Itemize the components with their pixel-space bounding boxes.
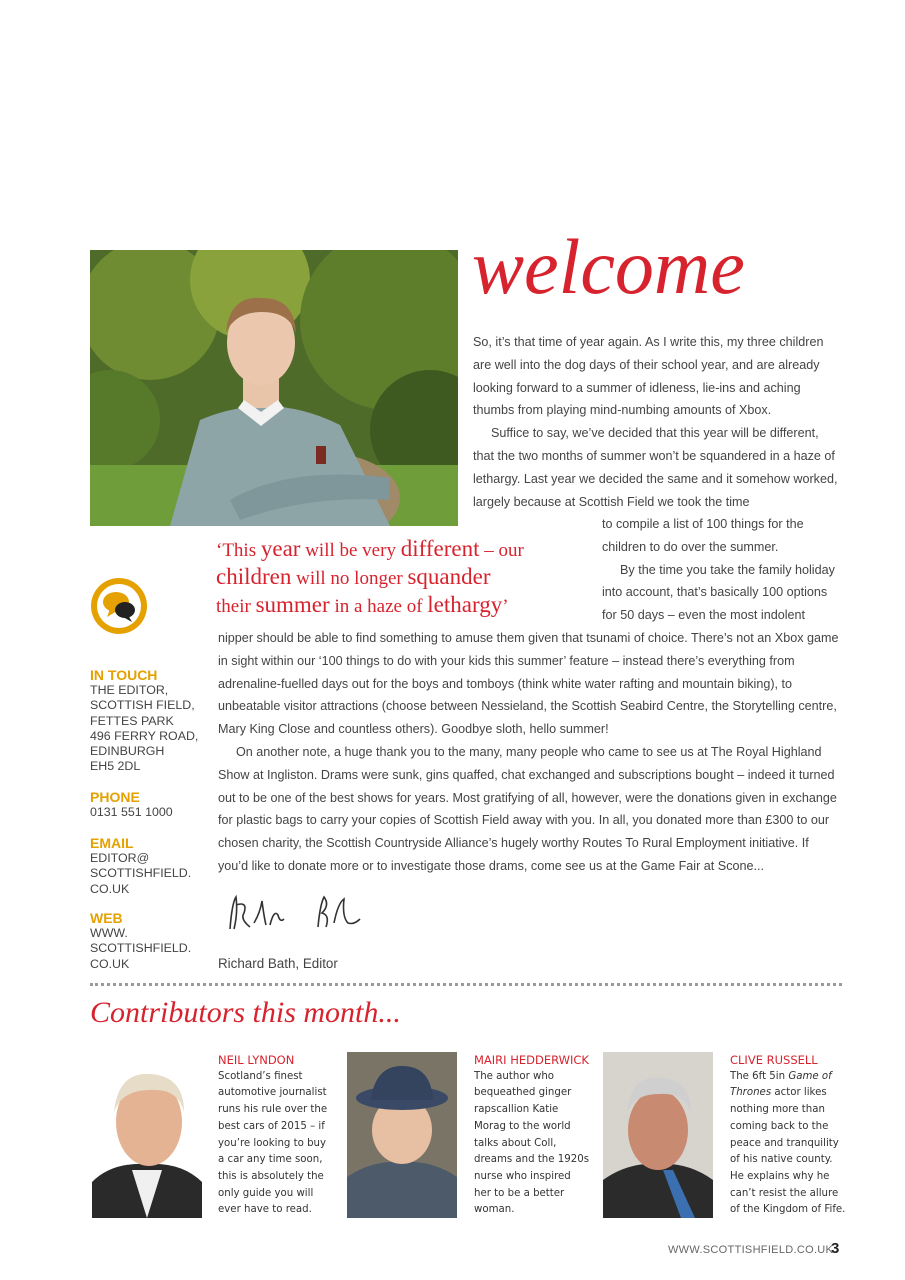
contact-web (90, 910, 215, 972)
footer-url: WWW.SCOTTISHFIELD.CO.UK (668, 1244, 834, 1256)
contributor-card (474, 1052, 590, 1219)
pull-quote-emphasis: children (216, 564, 292, 589)
contributor-card (218, 1052, 334, 1219)
editorial-paragraph: to compile a list of 100 things for the children to do over the summer. (602, 517, 804, 554)
contact-line: CO.UK (90, 956, 130, 971)
contributors-heading: Contributors this month... (90, 996, 401, 1029)
contact-heading: IN TOUCH (90, 667, 158, 683)
contributor-bio: The author who bequeathed ginger rapscallion Katie Morag to the world talks about Coll, dreams and the 1920s nurse who inspired her to be a better woman. (474, 1070, 590, 1216)
contact-in-touch (90, 667, 215, 775)
section-divider (90, 983, 842, 986)
editor-signature (226, 893, 376, 935)
editor-photo (90, 250, 458, 526)
pull-quote-emphasis: year (260, 536, 301, 561)
contact-phone (90, 789, 215, 820)
contributor-bio: Scotland’s finest automotive journalist runs his rule over the best cars of 2015 – if you’re looking to buy a car any time soon, this is absolutely the only guide you will ever have to read. (218, 1070, 328, 1216)
contact-line: SCOTTISHFIELD. (90, 866, 192, 881)
pull-quote-text: will be very (300, 540, 401, 561)
pull-quote-text: in a haze of (329, 596, 428, 617)
contributor-bio-text: The 6ft 5in (730, 1070, 789, 1082)
contact-line: EDINBURGH (90, 744, 165, 759)
contributor-name: MAIRI HEDDERWICK (474, 1053, 589, 1067)
editorial-paragraph: On another note, a huge thank you to the many, many people who came to see us at The Royal Highland Show at Ingliston. Drams were sunk, gins quaffed, chat exchanged and subscriptions bought – indeed it turned out to be one of the best shows for years. Most gratifying of all, however, were the donations given in exchange for plastic bags to carry your copies of Scottish Field away with you. In all, you donated more than £300 to our chosen charity, the Scottish Countryside Alliance’s hugely worthy Routes To Rural Employment initiative. If you’d like to donate more or to investigate those drams, come see us at the Game Fair at Scone... (218, 744, 837, 873)
contact-heading: PHONE (90, 789, 140, 805)
editorial-paragraph: Suffice to say, we’ve decided that this year will be different, that the two months of summer won’t be squandered in a haze of lethargy. Last year we decided the same and it somehow worked, largely because at Scottish Field we took the time (473, 426, 838, 509)
pull-quote-text: ‘This (216, 540, 261, 561)
editorial-paragraph: nipper should be able to find something to amuse them given that tsunami of choice. There’s not an Xbox game in sight within our ‘100 things to do with your kids this summer’ feature – instead there’s everything from adrenaline-fuelled days out for the boys and tomboys (think white water rafting and mountain biking), to unbeatable visitor attractions (choose between Nessieland, the Scottish Seabird Centre, the Storytelling centre, Mary King Close and countless others). Goodbye sloth, hello summer! (218, 631, 839, 737)
contributor-photo (603, 1052, 713, 1218)
pull-quote (216, 536, 596, 620)
page-title: welcome (472, 223, 745, 310)
contact-line: CO.UK (90, 881, 130, 896)
editorial-paragraph: So, it’s that time of year again. As I write this, my three children are well into the dog days of their school year, and are already looking forward to a summer of idleness, lie-ins and aching thumbs from playing mind-numbing amounts of Xbox. (473, 335, 824, 418)
pull-quote-text: will no longer (291, 568, 408, 589)
contributor-bio-title: Game of Thrones (730, 1070, 832, 1099)
page-number: 3 (831, 1240, 840, 1257)
contributor-name: NEIL LYNDON (218, 1053, 295, 1067)
contact-line: SCOTTISHFIELD. (90, 941, 192, 956)
contact-line: SCOTTISH FIELD, (90, 698, 195, 713)
pull-quote-text: – our (479, 540, 524, 561)
contributor-photo (92, 1052, 202, 1218)
contributor-card (730, 1052, 846, 1219)
contact-heading: WEB (90, 910, 123, 926)
editor-name: Richard Bath, Editor (218, 956, 338, 971)
contact-line: EDITOR@ (90, 851, 150, 865)
contributor-name: CLIVE RUSSELL (730, 1053, 818, 1067)
editorial-column-1 (473, 331, 838, 513)
contact-email (90, 835, 215, 897)
contributor-bio-text: actor likes nothing more than coming back to the peace and tranquility of his native county. He explains why he can’t resist the allure of the Kingdom of Fife. (730, 1087, 846, 1216)
contact-line: 496 FERRY ROAD, (90, 728, 199, 743)
contact-line: WWW. (90, 926, 128, 940)
pull-quote-text: ’ (502, 596, 509, 617)
pull-quote-emphasis: lethargy (427, 592, 503, 617)
pull-quote-emphasis: different (400, 536, 480, 561)
editorial-column-3 (218, 627, 842, 878)
contact-heading: EMAIL (90, 835, 134, 851)
contributor-bio (730, 1069, 846, 1219)
contact-line: 0131 551 1000 (90, 805, 173, 819)
contributor-photo (347, 1052, 457, 1218)
editorial-paragraph: By the time you take the family holiday into account, that’s basically 100 options for 50 days – even the most indolent (602, 562, 835, 623)
pull-quote-emphasis: squander (407, 564, 491, 589)
editorial-column-2 (602, 513, 842, 627)
speech-bubble-icon (90, 577, 148, 635)
pull-quote-emphasis: summer (255, 592, 330, 617)
contact-line: FETTES PARK (90, 713, 174, 728)
pull-quote-text: their (216, 596, 256, 617)
contact-line: THE EDITOR, (90, 683, 169, 697)
contact-line: EH5 2DL (90, 759, 141, 774)
